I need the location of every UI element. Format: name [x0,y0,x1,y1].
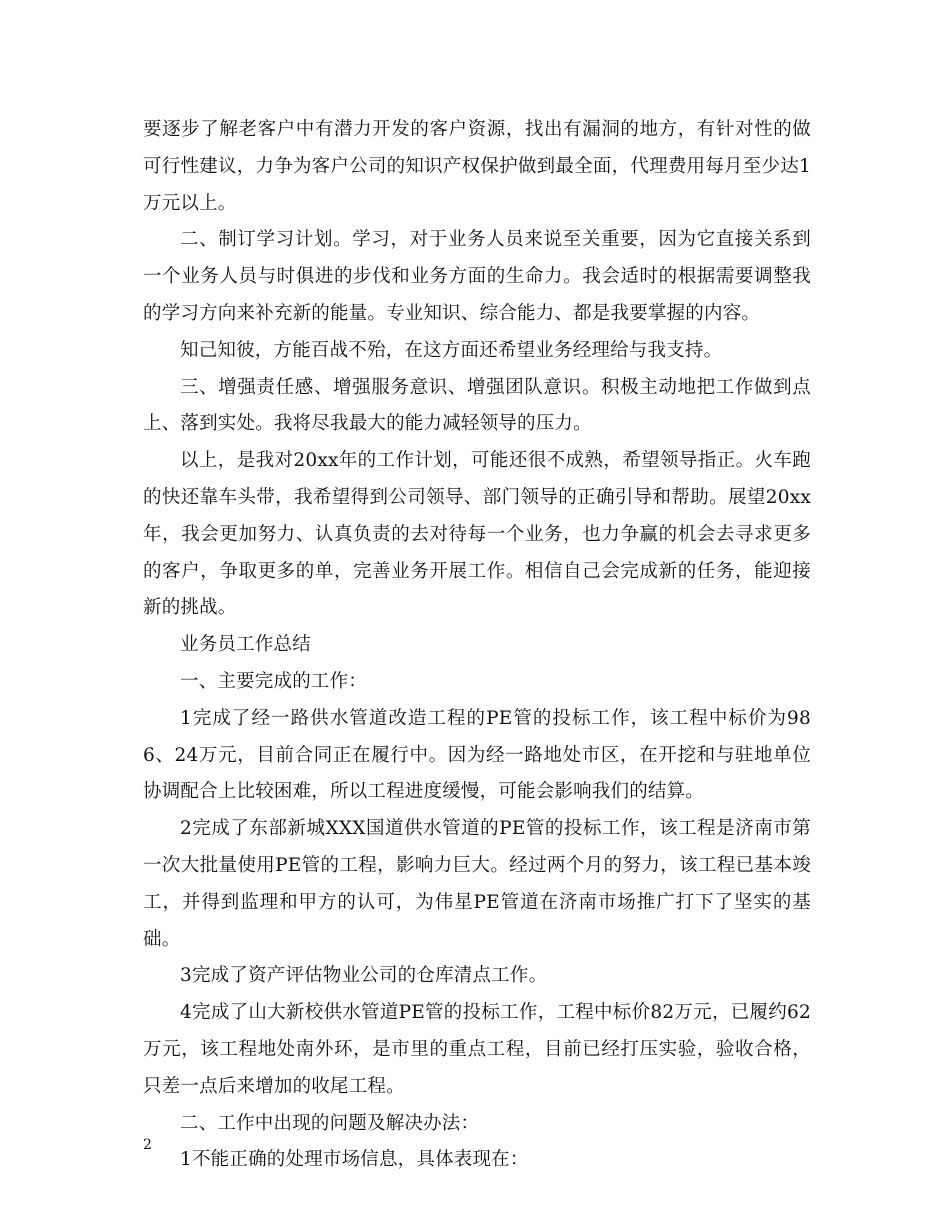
paragraph-4: 三、增强责任感、增强服务意识、增强团队意识。积极主动地把工作做到点上、落到实处。我将尽我最大的能力减轻领导的压力。 [143,376,811,435]
page-number: 2 [143,1137,152,1153]
paragraph-item-5: 1不能正确的处理市场信息，具体表现在： [180,1149,529,1171]
paragraph-5: 以上，是我对20xx年的工作计划，可能还很不成熟，希望领导指正。火车跑的快还靠车头带，我希望得到公司领导、部门领导的正确引导和帮助。展望20xx年，我会更加努力、认真负责的去对待每一个业务，也力争赢的机会去寻求更多的客户，争取更多的单，完善业务开展工作。相信自己会完成新的任务，能迎接新的挑战。 [143,450,811,619]
paragraph-item-3: 3完成了资产评估物业公司的仓库清点工作。 [180,965,548,987]
paragraph-2: 二、制订学习计划。学习，对于业务人员来说至关重要，因为它直接关系到一个业务人员与时俱进的步伐和业务方面的生命力。我会适时的根据需要调整我的学习方向来补充新的能量。专业知识、综合能力、都是我要掌握的内容。 [143,229,811,324]
paragraph-1: 要逐步了解老客户中有潜力开发的客户资源，找出有漏洞的地方，有针对性的做可行性建议，力争为客户公司的知识产权保护做到最全面，代理费用每月至少达1万元以上。 [143,119,811,214]
section-heading-1: 一、主要完成的工作： [180,670,368,692]
section-title: 业务员工作总结 [180,634,311,656]
paragraph-item-2: 2完成了东部新城XXX国道供水管道的PE管的投标工作，该工程是济南市第一次大批量使用PE管的工程，影响力巨大。经过两个月的努力，该工程已基本竣工，并得到监理和甲方的认可，为伟星PE管道在济南市场推广打下了坚实的基础。 [143,818,811,950]
paragraph-3: 知己知彼，方能百战不殆，在这方面还希望业务经理给与我支持。 [180,339,723,361]
section-heading-2: 二、工作中出现的问题及解决办法： [180,1112,480,1134]
document-body [143,112,811,1179]
paragraph-item-4: 4完成了山大新校供水管道PE管的投标工作，工程中标价82万元，已履约62万元，该工程地处南外环，是市里的重点工程，目前已经打压实验，验收合格，只差一点后来增加的收尾工程。 [143,1002,811,1097]
paragraph-item-1: 1完成了经一路供水管道改造工程的PE管的投标工作，该工程中标价为986、24万元，目前合同正在履行中。因为经一路地处市区，在开挖和与驻地单位协调配合上比较困难，所以工程进度缓慢，可能会影响我们的结算。 [143,707,811,803]
